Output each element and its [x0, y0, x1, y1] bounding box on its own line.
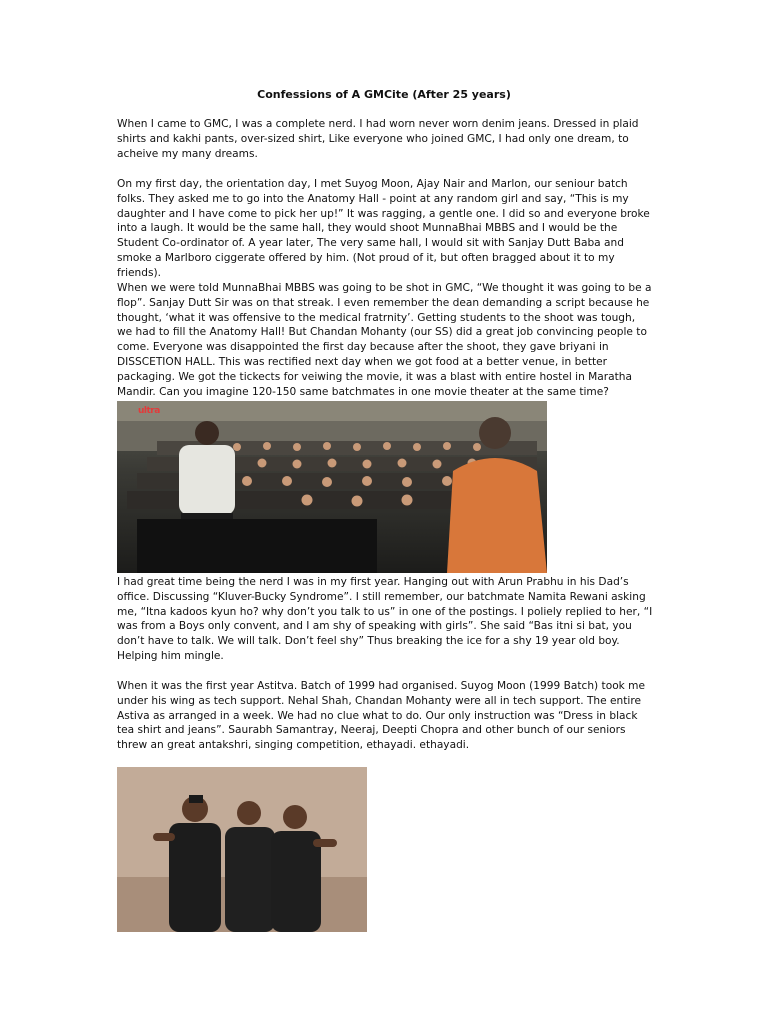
- paragraph-1: When I came to GMC, I was a complete nerd. I had worn never worn denim jeans. Dressed in plaid shirts and kakhi pants, over-sized shirt, Like everyone who joined GMC, I had only one dream, to acheive my many dreams.: [117, 118, 639, 160]
- movie-shoot-illustration: [117, 401, 547, 573]
- movie-shoot-photo: [117, 401, 547, 573]
- paragraph-2: On my first day, the orientation day, I met Suyog Moon, Ajay Nair and Marlon, our seniour batch folks. They asked me to go into the Anatomy Hall - point at any random girl and say, “This is my daughter and I have come to pick her up!” It was ragging, a gentle one. I did so and everyone broke into a laugh. It would be the same hall, they would shoot MunnaBhai MBBS and I would be the Student Co-ordinator of. A year later, The very same hall, I would sit with Sanjay Dutt Baba and smoke a Marlboro ciggerate offered by him. (Not proud of it, but often bragged about it to my friends).: [117, 178, 650, 279]
- channel-logo: ultra: [138, 406, 160, 416]
- document-title: Confessions of A GMCite (After 25 years): [257, 88, 511, 101]
- paragraph-3: When we were told MunnaBhai MBBS was going to be shot in GMC, “We thought it was going to be a flop”. Sanjay Dutt Sir was on that streak. I even remember the dean demanding a script because he thought, ‘what it was offensive to the medical fratrnity’. Getting students to the shoot was tough, we had to fill the Anatomy Hall! But Chandan Mohanty (our SS) did a great job convincing people to come. Everyone was disappointed the first day because after the shoot, they gave briyani in DISSCETION HALL. This was rectified next day when we got food at a better venue, in better packaging. We got the tickects for veiwing the movie, it was a blast with entire hostel in Maratha Mandir. Can you imagine 120-150 same batchmates in one movie theater at the same time?: [117, 282, 652, 398]
- paragraph-5: When it was the first year Astitva. Batch of 1999 had organised. Suyog Moon (1999 Batch) took me under his wing as tech support. Nehal Shah, Chandan Mohanty were all in tech support. The entire Astiva as arranged in a week. We had no clue what to do. Our only instruction was “Dress in black tea shirt and jeans”. Saurabh Samantray, Neeraj, Deepti Chopra and other bunch of our seniors threw an great antakshri, singing competition, ethayadi. ethayadi.: [117, 680, 646, 752]
- group-photo: [117, 767, 367, 932]
- group-photo-illustration: [117, 767, 367, 932]
- paragraph-4: I had great time being the nerd I was in my first year. Hanging out with Arun Prabhu in his Dad’s office. Discussing “Kluver-Bucky Syndrome”. I still remember, our batchmate Namita Rewani asking me, “Itna kadoos kyun ho? why don’t you talk to us” in one of the postings. I poliely replied to her, “I was from a Boys only convent, and I am shy of speaking with girls”. She said “Bas itni si bat, you don’t have to talk. We will talk. Don’t feel shy” Thus breaking the ice for a shy 19 year old boy. Helping him mingle.: [117, 576, 653, 662]
